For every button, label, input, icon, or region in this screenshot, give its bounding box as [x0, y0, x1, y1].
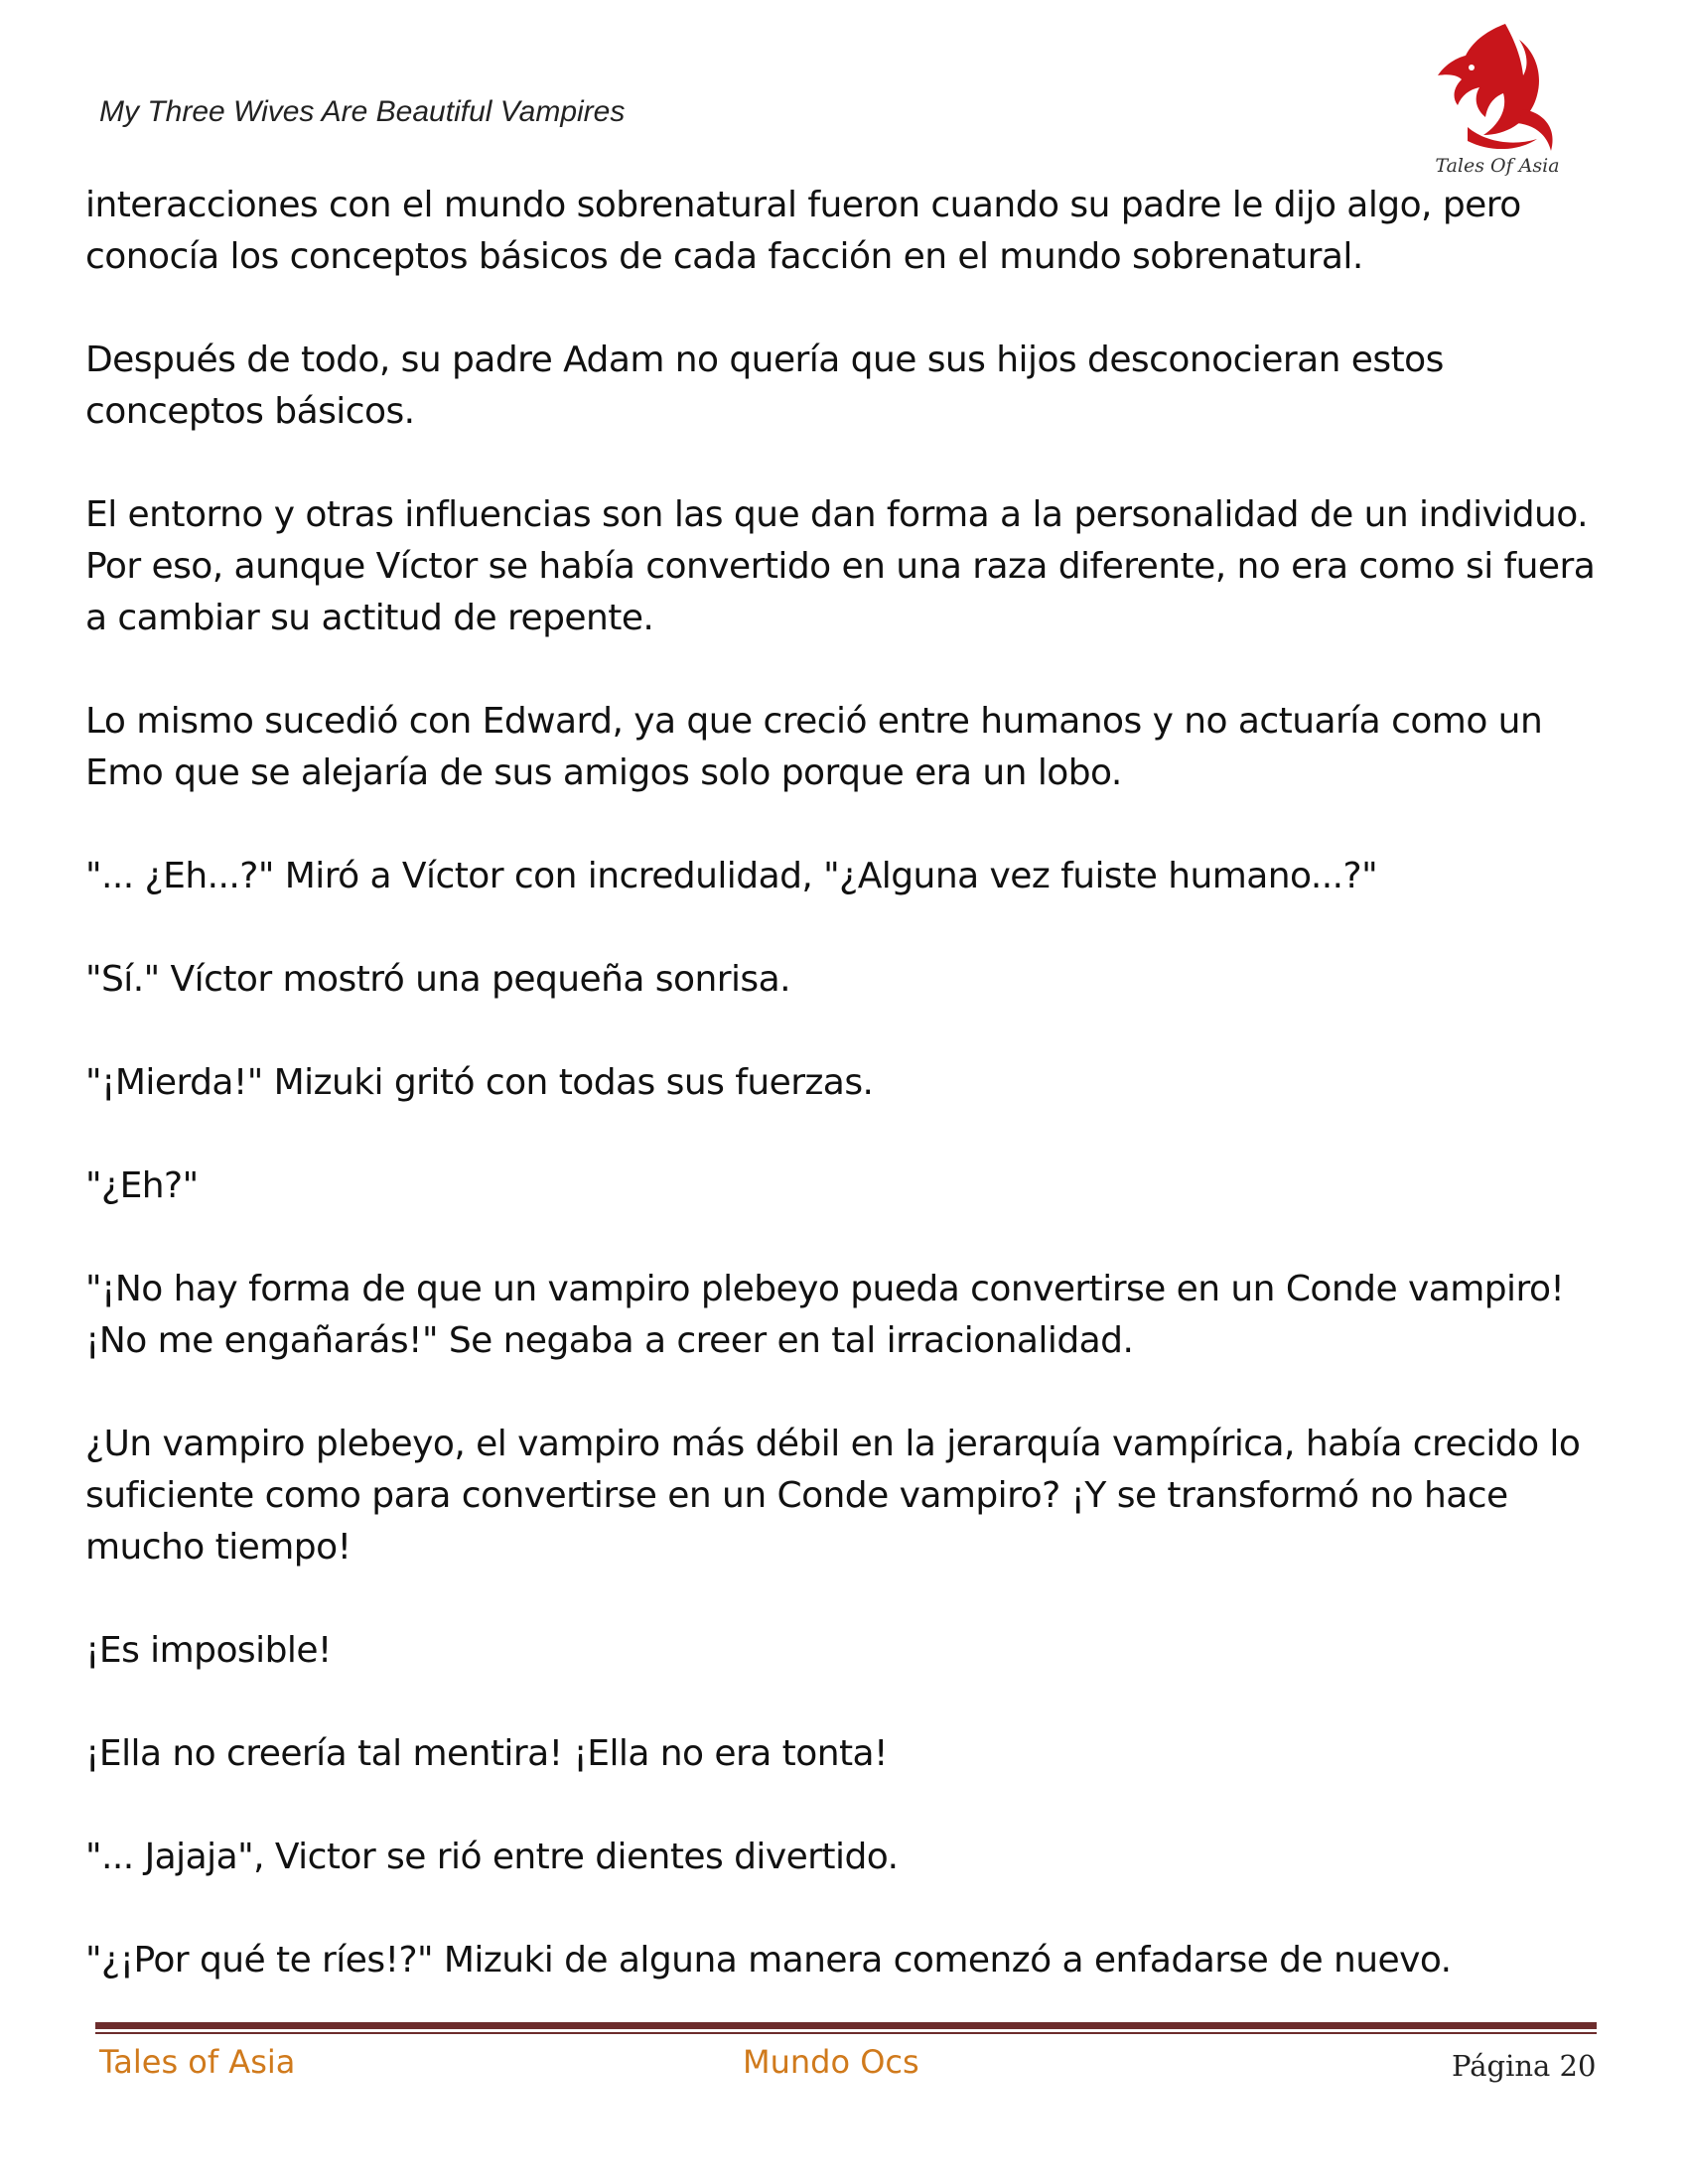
paragraph: ¿Un vampiro plebeyo, el vampiro más débil en la jerarquía vampírica, había crecido lo suficiente como para convertirse en un Conde vampiro? ¡Y se transformó no hace mucho tiempo! [85, 1424, 1581, 1568]
red-dragon-icon [1428, 18, 1567, 157]
tales-of-asia-logo [1428, 18, 1567, 187]
paragraph: Después de todo, su padre Adam no quería que sus hijos desconocieran estos conceptos básicos. [85, 340, 1444, 432]
footer-divider-thin [95, 2032, 1597, 2034]
footer-section-name: Mundo Ocs [743, 2043, 919, 2081]
page-number: Página 20 [1452, 2049, 1597, 2083]
paragraph: Lo mismo sucedió con Edward, ya que creció entre humanos y no actuaría como un Emo que se alejaría de sus amigos solo porque era un lobo. [85, 701, 1543, 793]
paragraph: "... ¿Eh...?" Miró a Víctor con incredulidad, "¿Alguna vez fuiste humano...?" [85, 856, 1378, 896]
paragraph: interacciones con el mundo sobrenatural fueron cuando su padre le dijo algo, pero conocía los conceptos básicos de cada facción en el mundo sobrenatural. [85, 185, 1521, 277]
header-book-title: My Three Wives Are Beautiful Vampires [99, 95, 626, 128]
paragraph: "¡No hay forma de que un vampiro plebeyo pueda convertirse en un Conde vampiro! ¡No me engañarás!" Se negaba a creer en tal irracionalidad. [85, 1269, 1565, 1361]
paragraph: "¿¡Por qué te ríes!?" Mizuki de alguna manera comenzó a enfadarse de nuevo. [85, 1940, 1452, 1980]
chapter-body [85, 180, 1615, 2038]
footer-site-name: Tales of Asia [99, 2043, 296, 2081]
logo-text: Tales Of Asia [1435, 155, 1560, 177]
paragraph: ¡Es imposible! [85, 1630, 332, 1671]
paragraph: "¿Eh?" [85, 1165, 199, 1206]
paragraph: ¡Ella no creería tal mentira! ¡Ella no era tonta! [85, 1733, 888, 1774]
paragraph: El entorno y otras influencias son las que dan forma a la personalidad de un individuo. Por eso, aunque Víctor se había convertido en una raza diferente, no era como si fuera a cambiar su actitud de repente. [85, 494, 1596, 638]
paragraph: "Sí." Víctor mostró una pequeña sonrisa. [85, 959, 791, 1000]
paragraph: "... Jajaja", Victor se rió entre dientes divertido. [85, 1837, 899, 1877]
paragraph: "¡Mierda!" Mizuki gritó con todas sus fuerzas. [85, 1062, 874, 1103]
footer-divider [95, 2022, 1597, 2029]
